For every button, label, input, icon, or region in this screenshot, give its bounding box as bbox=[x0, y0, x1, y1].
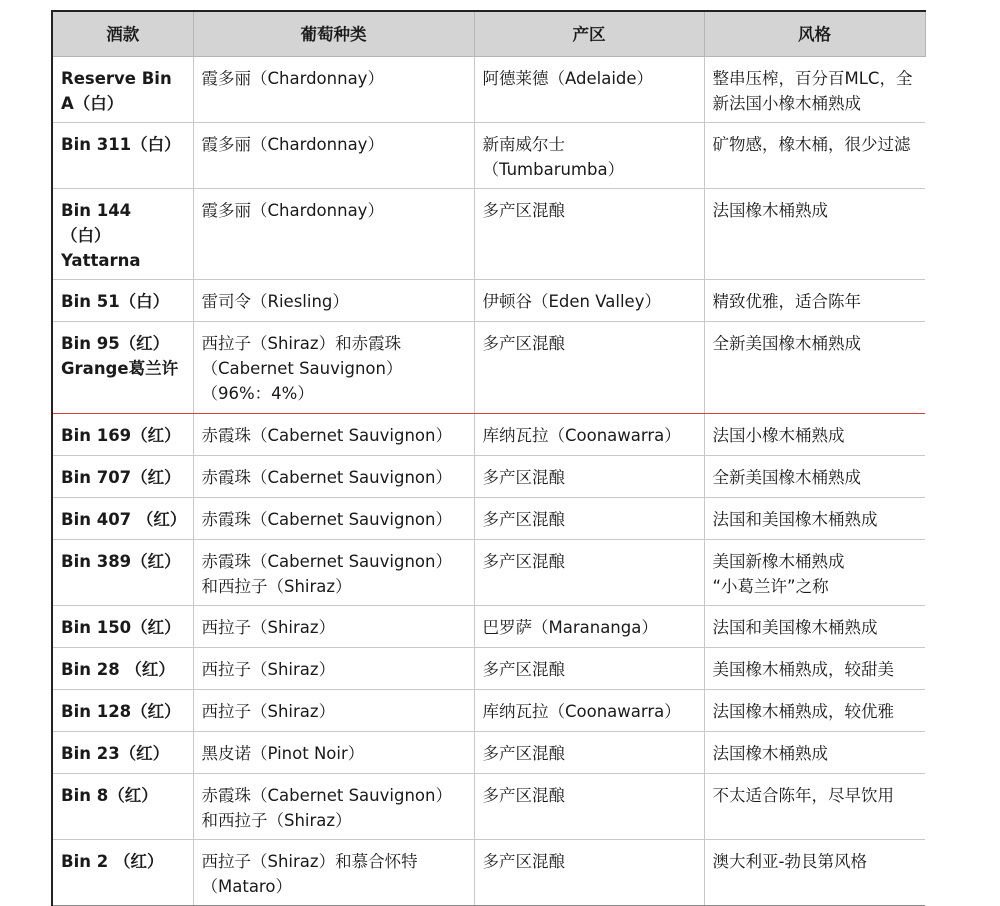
table-row bbox=[52, 322, 925, 414]
cell-grape: 西拉子（Shiraz）和赤霞珠 （Cabernet Sauvignon） （96%：4%） bbox=[193, 322, 474, 414]
cell-grape: 西拉子（Shiraz）和慕合怀特 （Mataro） bbox=[193, 840, 474, 906]
cell-grape: 赤霞珠（Cabernet Sauvignon） bbox=[193, 498, 474, 540]
cell-wine: Bin 150（红） bbox=[52, 606, 193, 648]
cell-wine: Bin 23（红） bbox=[52, 732, 193, 774]
cell-wine: Bin 51（白） bbox=[52, 280, 193, 322]
cell-wine: Bin 311（白） bbox=[52, 123, 193, 189]
cell-region: 多产区混酿 bbox=[474, 840, 704, 906]
cell-style: 不太适合陈年，尽早饮用 bbox=[704, 774, 925, 840]
cell-style: 全新美国橡木桶熟成 bbox=[704, 456, 925, 498]
table-row bbox=[52, 690, 925, 732]
cell-region: 多产区混酿 bbox=[474, 648, 704, 690]
cell-region: 多产区混酿 bbox=[474, 732, 704, 774]
header-grape: 葡萄种类 bbox=[193, 11, 474, 57]
table-row bbox=[52, 189, 925, 280]
cell-region: 巴罗萨（Marananga） bbox=[474, 606, 704, 648]
cell-style: 整串压榨，百分百MLC，全新法国小橡木桶熟成 bbox=[704, 57, 925, 123]
cell-grape: 西拉子（Shiraz） bbox=[193, 648, 474, 690]
cell-style: 澳大利亚-勃艮第风格 bbox=[704, 840, 925, 906]
cell-style: 美国橡木桶熟成，较甜美 bbox=[704, 648, 925, 690]
table-row bbox=[52, 774, 925, 840]
table-row bbox=[52, 414, 925, 456]
cell-region: 多产区混酿 bbox=[474, 498, 704, 540]
cell-style: 法国和美国橡木桶熟成 bbox=[704, 498, 925, 540]
cell-region: 多产区混酿 bbox=[474, 540, 704, 606]
cell-style: 美国新橡木桶熟成 “小葛兰许”之称 bbox=[704, 540, 925, 606]
cell-grape: 西拉子（Shiraz） bbox=[193, 606, 474, 648]
header-region: 产区 bbox=[474, 11, 704, 57]
table-row bbox=[52, 456, 925, 498]
cell-wine: Bin 707（红） bbox=[52, 456, 193, 498]
cell-wine: Bin 28 （红） bbox=[52, 648, 193, 690]
cell-style: 全新美国橡木桶熟成 bbox=[704, 322, 925, 414]
cell-style: 法国小橡木桶熟成 bbox=[704, 414, 925, 456]
cell-grape: 赤霞珠（Cabernet Sauvignon） bbox=[193, 414, 474, 456]
cell-style: 法国橡木桶熟成 bbox=[704, 732, 925, 774]
table-row bbox=[52, 498, 925, 540]
table-row bbox=[52, 540, 925, 606]
cell-region: 库纳瓦拉（Coonawarra） bbox=[474, 414, 704, 456]
cell-grape: 赤霞珠（Cabernet Sauvignon） bbox=[193, 456, 474, 498]
cell-grape: 雷司令（Riesling） bbox=[193, 280, 474, 322]
cell-region: 多产区混酿 bbox=[474, 189, 704, 280]
cell-region: 伊顿谷（Eden Valley） bbox=[474, 280, 704, 322]
table-row bbox=[52, 732, 925, 774]
cell-style: 法国橡木桶熟成，较优雅 bbox=[704, 690, 925, 732]
header-wine: 酒款 bbox=[52, 11, 193, 57]
cell-grape: 霞多丽（Chardonnay） bbox=[193, 57, 474, 123]
cell-region: 多产区混酿 bbox=[474, 774, 704, 840]
table-row bbox=[52, 280, 925, 322]
table-row bbox=[52, 606, 925, 648]
table-row bbox=[52, 123, 925, 189]
cell-wine: Reserve Bin A（白） bbox=[52, 57, 193, 123]
header-row bbox=[52, 11, 925, 57]
cell-grape: 黑皮诺（Pinot Noir） bbox=[193, 732, 474, 774]
cell-region: 新南威尔士 （Tumbarumba） bbox=[474, 123, 704, 189]
cell-region: 多产区混酿 bbox=[474, 456, 704, 498]
cell-grape: 霞多丽（Chardonnay） bbox=[193, 189, 474, 280]
cell-wine: Bin 144 （白） Yattarna bbox=[52, 189, 193, 280]
cell-style: 精致优雅，适合陈年 bbox=[704, 280, 925, 322]
cell-grape: 赤霞珠（Cabernet Sauvignon） 和西拉子（Shiraz） bbox=[193, 540, 474, 606]
cell-wine: Bin 95（红） Grange葛兰许 bbox=[52, 322, 193, 414]
cell-style: 矿物感，橡木桶，很少过滤 bbox=[704, 123, 925, 189]
wine-table bbox=[51, 10, 926, 906]
table-row bbox=[52, 648, 925, 690]
cell-style: 法国橡木桶熟成 bbox=[704, 189, 925, 280]
header-style: 风格 bbox=[704, 11, 925, 57]
cell-wine: Bin 407 （红） bbox=[52, 498, 193, 540]
cell-wine: Bin 389（红） bbox=[52, 540, 193, 606]
cell-style: 法国和美国橡木桶熟成 bbox=[704, 606, 925, 648]
cell-wine: Bin 2 （红） bbox=[52, 840, 193, 906]
cell-region: 阿德莱德（Adelaide） bbox=[474, 57, 704, 123]
cell-grape: 霞多丽（Chardonnay） bbox=[193, 123, 474, 189]
cell-region: 库纳瓦拉（Coonawarra） bbox=[474, 690, 704, 732]
cell-grape: 西拉子（Shiraz） bbox=[193, 690, 474, 732]
cell-grape: 赤霞珠（Cabernet Sauvignon） 和西拉子（Shiraz） bbox=[193, 774, 474, 840]
table-row bbox=[52, 57, 925, 123]
cell-wine: Bin 128（红） bbox=[52, 690, 193, 732]
cell-wine: Bin 169（红） bbox=[52, 414, 193, 456]
cell-region: 多产区混酿 bbox=[474, 322, 704, 414]
cell-wine: Bin 8（红） bbox=[52, 774, 193, 840]
